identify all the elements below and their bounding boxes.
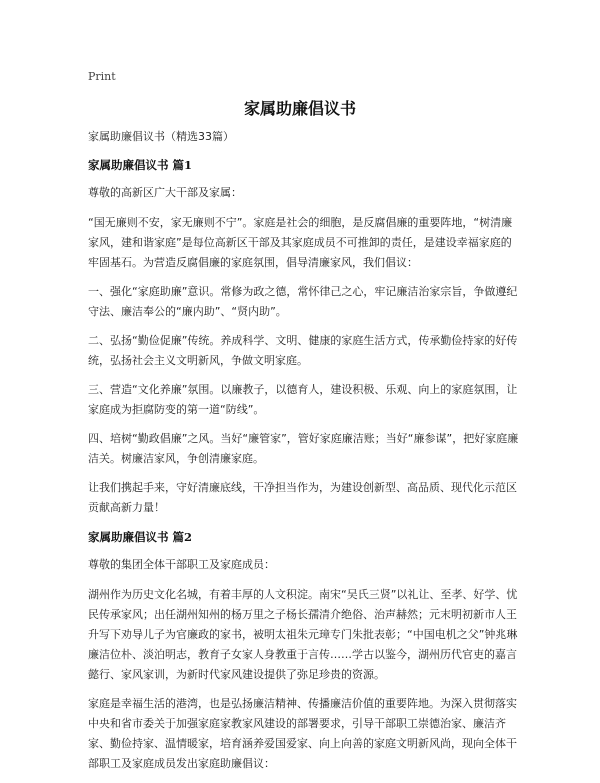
print-link[interactable]: Print — [88, 70, 116, 83]
paragraph: 湖州作为历史文化名城，有着丰厚的人文积淀。南宋“吴氏三贤”以礼让、至孝、好学、忧民传承家风；出任湖州知州的杨万里之子杨长孺清介绝俗、治声赫然；元末明初新市人王升写下劝导儿子为官廉政的家书，被明太祖朱元璋专门朱批表彰；“中国电机之父”钟兆琳廉洁位朴、淡泊明志，教育子女家人身教重于言传……学古以鉴今，湖州历代官吏的嘉言懿行、家风家训，为新时代家风建设提供了弥足珍贵的资源。 — [88, 588, 518, 681]
document-body — [88, 127, 520, 783]
paragraph: 三、营造“文化养廉”氛围。以廉教子，以德育人，建设积极、乐观、向上的家庭氛围，让家庭成为拒腐防变的第一道“防线”。 — [88, 383, 518, 416]
paragraph: 二、弘扬“勤俭促廉”传统。养成科学、文明、健康的家庭生活方式，传承勤俭持家的好传统，弘扬社会主义文明新风，争做文明家庭。 — [88, 334, 518, 367]
paragraph: 让我们携起手来，守好清廉底线，干净担当作为，为建设创新型、高品质、现代化示范区贡献高新力量！ — [88, 481, 517, 514]
paragraph: “国无廉则不安，家无廉则不宁”。家庭是社会的细胞，是反腐倡廉的重要阵地，“树清廉家风，建和谐家庭”是每位高新区干部及其家庭成员不可推卸的责任，是建设幸福家庭的牢固基石。为营造反腐倡廉的家庭氛围，倡导清廉家风，我们倡议： — [88, 216, 513, 269]
document-title: 家属助廉倡议书 — [243, 99, 356, 118]
section-1-greeting: 尊敬的高新区广大干部及家属： — [88, 186, 242, 199]
section-heading-2: 家属助廉倡议书 篇2 — [88, 530, 193, 544]
paragraph: 家庭是幸福生活的港湾，也是弘扬廉洁精神、传播廉洁价值的重要阵地。为深入贯彻落实中央和省市委关于加强家庭家教家风建设的部署要求，引导干部职工崇德治家、廉洁齐家、勤俭持家、温情暖家，培育涵养爱国爱家、向上向善的家庭文明新风尚，现向全体干部职工及家庭成员发出家庭助廉倡议： — [88, 697, 517, 770]
paragraph: 一、强化“家庭助廉”意识。常修为政之德，常怀律己之心，牢记廉洁治家宗旨，争做遵纪守法、廉洁奉公的“廉内助”、“贤内助”。 — [88, 285, 518, 318]
paragraph: 四、培树“勤政倡廉”之风。当好“廉管家”，管好家庭廉洁账；当好“廉参谋”，把好家庭廉洁关。树廉洁家风，争创清廉家庭。 — [88, 432, 519, 465]
document-subtitle: 家属助廉倡议书（精选33篇） — [88, 130, 234, 143]
section-2-greeting: 尊敬的集团全体干部职工及家庭成员： — [88, 558, 275, 571]
section-heading-1: 家属助廉倡议书 篇1 — [88, 158, 193, 172]
